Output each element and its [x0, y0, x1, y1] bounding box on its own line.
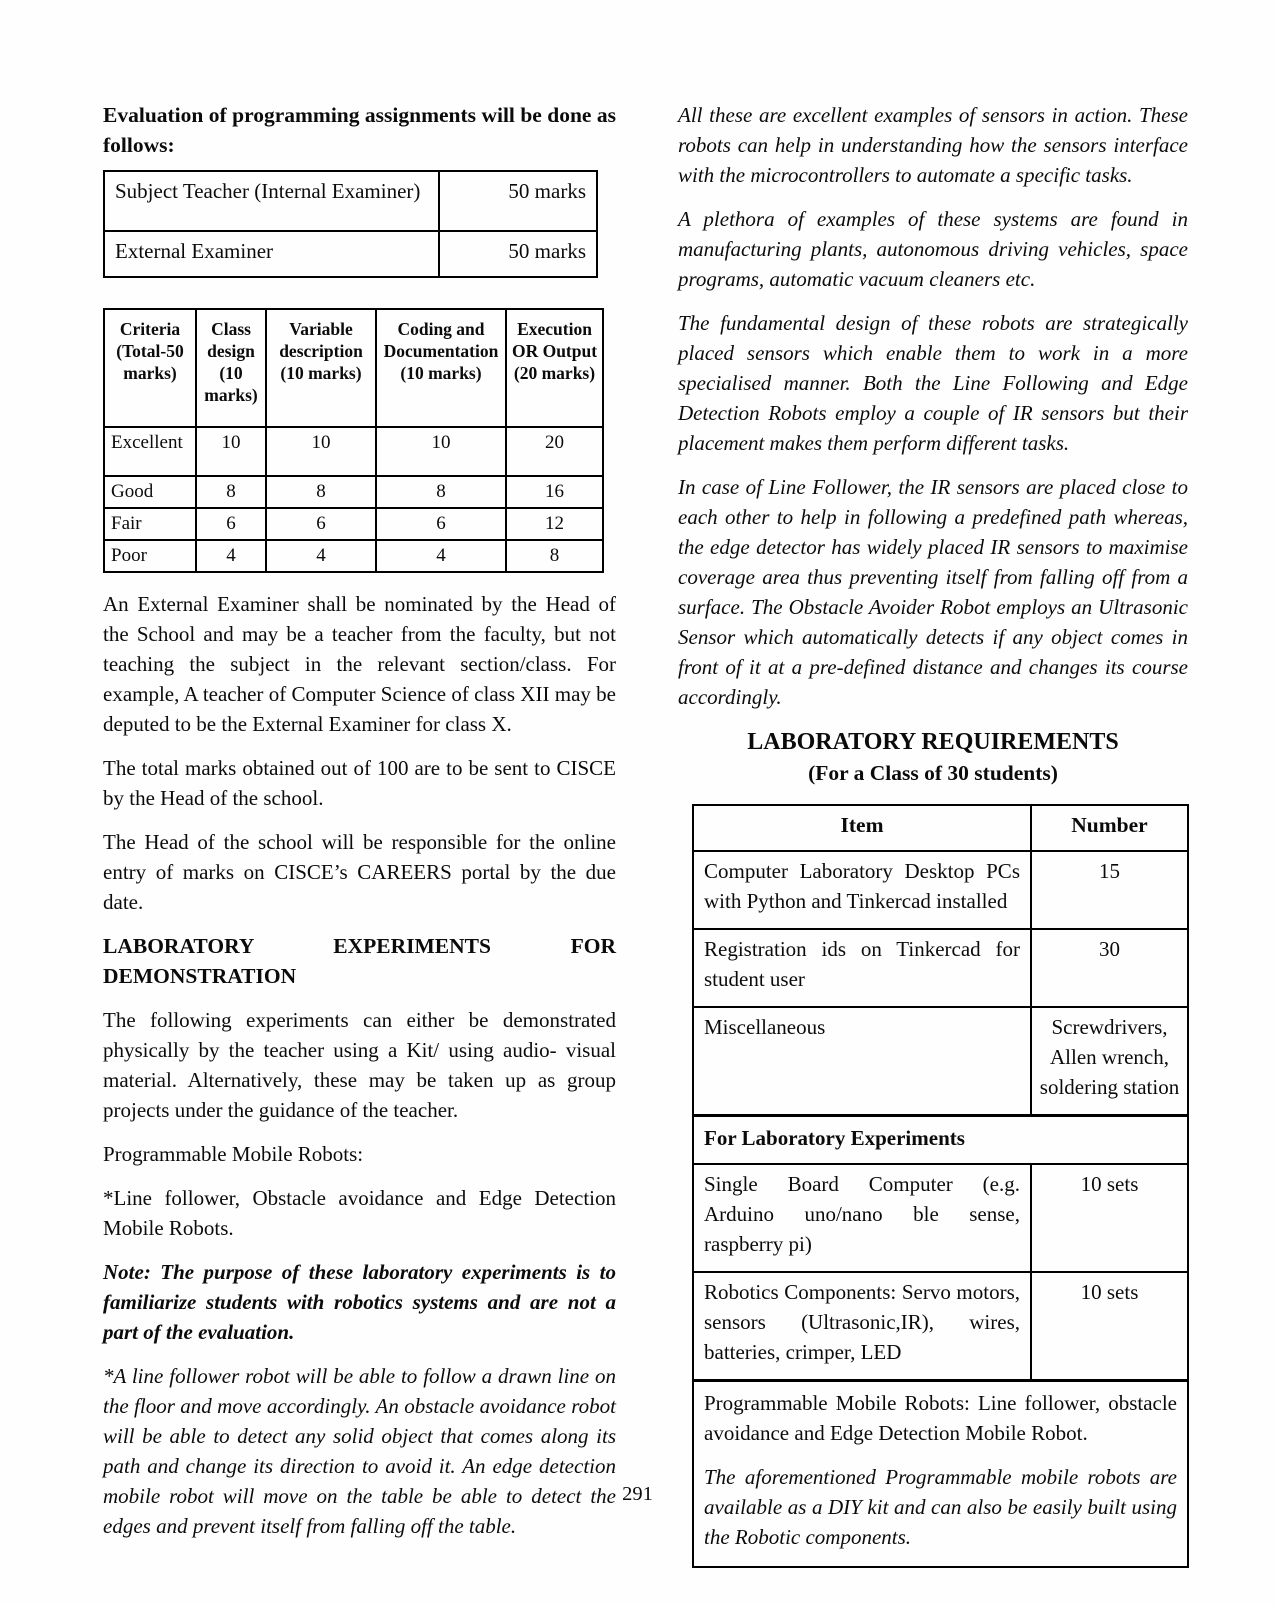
criteria-header-cell: Criteria (Total-50 marks) — [104, 309, 196, 427]
criteria-cell: 6 — [266, 508, 376, 540]
section-header-label: For Laboratory Experiments — [693, 1116, 1188, 1165]
para-line-follower-case: In case of Line Follower, the IR sensors are placed close to each other to help in following a predefined path whereas, the edge detector has widely placed IR sensors to maximise coverage area thus preventing itself from falling off from a surface. The Obstacle Avoider Robot employs an Ultrasonic Sensor which automatically detects if any object comes in front of it at a pre-defined distance and changes its course accordingly. — [678, 475, 1188, 709]
para-plethora: A plethora of examples of these systems are found in manufacturing plants, autonomous driving vehicles, space programs, automatic vacuum cleaners etc. — [678, 207, 1188, 291]
para-robot-detail: *A line follower robot will be able to follow a drawn line on the floor and move accordingly. An obstacle avoidance robot will be able to detect any solid object that comes along its path and change its direction to avoid it. An edge detection mobile robot will move on the table be able to detect the edges and prevent itself from falling off the table. — [103, 1364, 616, 1538]
table-row — [693, 1007, 1188, 1116]
table-row — [104, 427, 603, 476]
table-row — [693, 929, 1188, 1007]
requirement-item: Registration ids on Tinkercad for student user — [693, 929, 1031, 1007]
requirement-item: Miscellaneous — [693, 1007, 1031, 1116]
criteria-cell: 6 — [376, 508, 506, 540]
criteria-cell: Fair — [104, 508, 196, 540]
table-row — [693, 1164, 1188, 1272]
para-external-examiner: An External Examiner shall be nominated by the Head of the School and may be a teacher from the faculty, but not teaching the subject in the relevant section/class. For example, A teacher of Computer Science of class XII may be deputed to be the External Examiner for class X. — [103, 592, 616, 736]
criteria-cell: 16 — [506, 476, 603, 508]
criteria-cell: 6 — [196, 508, 266, 540]
right-column — [678, 100, 1188, 1568]
requirement-item: Robotics Components: Servo motors, sensors (Ultrasonic,IR), wires, batteries, crimper, LED — [693, 1272, 1031, 1381]
criteria-header-cell: Execution OR Output (20 marks) — [506, 309, 603, 427]
left-column — [103, 100, 616, 1555]
criteria-cell: 8 — [266, 476, 376, 508]
lab-experiments-heading: LABORATORY EXPERIMENTS FOR DEMONSTRATION — [103, 934, 616, 988]
requirements-table — [692, 804, 1189, 1568]
marks-table — [103, 170, 598, 278]
requirements-header-item: Item — [693, 805, 1031, 851]
criteria-cell: 4 — [376, 540, 506, 572]
criteria-cell: 8 — [506, 540, 603, 572]
table-row — [104, 231, 597, 277]
para-programmable-robots: Programmable Mobile Robots: — [103, 1142, 364, 1166]
para-line-follower-list: *Line follower, Obstacle avoidance and Edge Detection Mobile Robots. — [103, 1186, 616, 1240]
para-fundamental: The fundamental design of these robots are strategically placed sensors which enable them to work in a more specialised manner. Both the Line Following and Edge Detection Robots employ a couple of IR sensors but their placement makes them perform different tasks. — [678, 311, 1188, 455]
footer-row — [693, 1381, 1188, 1568]
criteria-cell: 20 — [506, 427, 603, 476]
table-row — [104, 171, 597, 231]
marks-row-label: Subject Teacher (Internal Examiner) — [104, 171, 439, 231]
criteria-header-cell: Coding and Documentation (10 marks) — [376, 309, 506, 427]
requirements-header-number: Number — [1031, 805, 1188, 851]
criteria-cell: 12 — [506, 508, 603, 540]
requirement-number: Screwdrivers, Allen wrench, soldering station — [1031, 1007, 1188, 1116]
criteria-cell: 10 — [266, 427, 376, 476]
table-row — [104, 508, 603, 540]
criteria-cell: 10 — [196, 427, 266, 476]
para-following-experiments: The following experiments can either be demonstrated physically by the teacher using a Kit/ using audio- visual material. Alternatively, these may be taken up as group projects under the guidance of the teacher. — [103, 1008, 616, 1122]
table-row — [693, 851, 1188, 929]
requirements-header-row — [693, 805, 1188, 851]
requirement-number: 15 — [1031, 851, 1188, 929]
note-paragraph: Note: The purpose of these laboratory experiments is to familiarize students with robotics systems and are not a part of the evaluation. — [103, 1260, 616, 1344]
footer-cell — [693, 1381, 1188, 1568]
para-total-marks: The total marks obtained out of 100 are to be sent to CISCE by the Head of the school. — [103, 756, 616, 810]
criteria-cell: 8 — [196, 476, 266, 508]
criteria-cell: Excellent — [104, 427, 196, 476]
footer-text: Programmable Mobile Robots: Line follower, obstacle avoidance and Edge Detection Mobile Robot. — [704, 1391, 1177, 1445]
table-row — [104, 540, 603, 572]
table-row — [104, 476, 603, 508]
criteria-cell: Poor — [104, 540, 196, 572]
criteria-table — [103, 308, 604, 573]
marks-row-label: External Examiner — [104, 231, 439, 277]
criteria-cell: 8 — [376, 476, 506, 508]
lab-requirements-subtitle: (For a Class of 30 students) — [808, 761, 1058, 785]
requirement-item: Single Board Computer (e.g. Arduino uno/nano ble sense, raspberry pi) — [693, 1164, 1031, 1272]
requirement-number: 10 sets — [1031, 1164, 1188, 1272]
criteria-cell: 10 — [376, 427, 506, 476]
evaluation-heading: Evaluation of programming assignments will be done as follows: — [103, 103, 616, 157]
criteria-header-row — [104, 309, 603, 427]
marks-row-value: 50 marks — [439, 171, 597, 231]
section-header-row — [693, 1116, 1188, 1165]
para-head-online: The Head of the school will be responsible for the online entry of marks on CISCE’s CAREERS portal by the due date. — [103, 830, 616, 914]
criteria-header-cell: Variable description (10 marks) — [266, 309, 376, 427]
criteria-cell: 4 — [196, 540, 266, 572]
criteria-cell: 4 — [266, 540, 376, 572]
requirement-item: Computer Laboratory Desktop PCs with Python and Tinkercad installed — [693, 851, 1031, 929]
requirement-number: 10 sets — [1031, 1272, 1188, 1381]
lab-requirements-title: LABORATORY REQUIREMENTS — [747, 729, 1119, 755]
footer-note: The aforementioned Programmable mobile robots are available as a DIY kit and can also be easily built using the Robotic components. — [704, 1465, 1177, 1549]
marks-row-value: 50 marks — [439, 231, 597, 277]
requirement-number: 30 — [1031, 929, 1188, 1007]
table-row — [693, 1272, 1188, 1381]
criteria-cell: Good — [104, 476, 196, 508]
criteria-header-cell: Class design (10 marks) — [196, 309, 266, 427]
para-sensors-action: All these are excellent examples of sensors in action. These robots can help in understanding how the sensors interface with the microcontrollers to automate a specific tasks. — [678, 103, 1188, 187]
page-number: 291 — [622, 1483, 653, 1505]
